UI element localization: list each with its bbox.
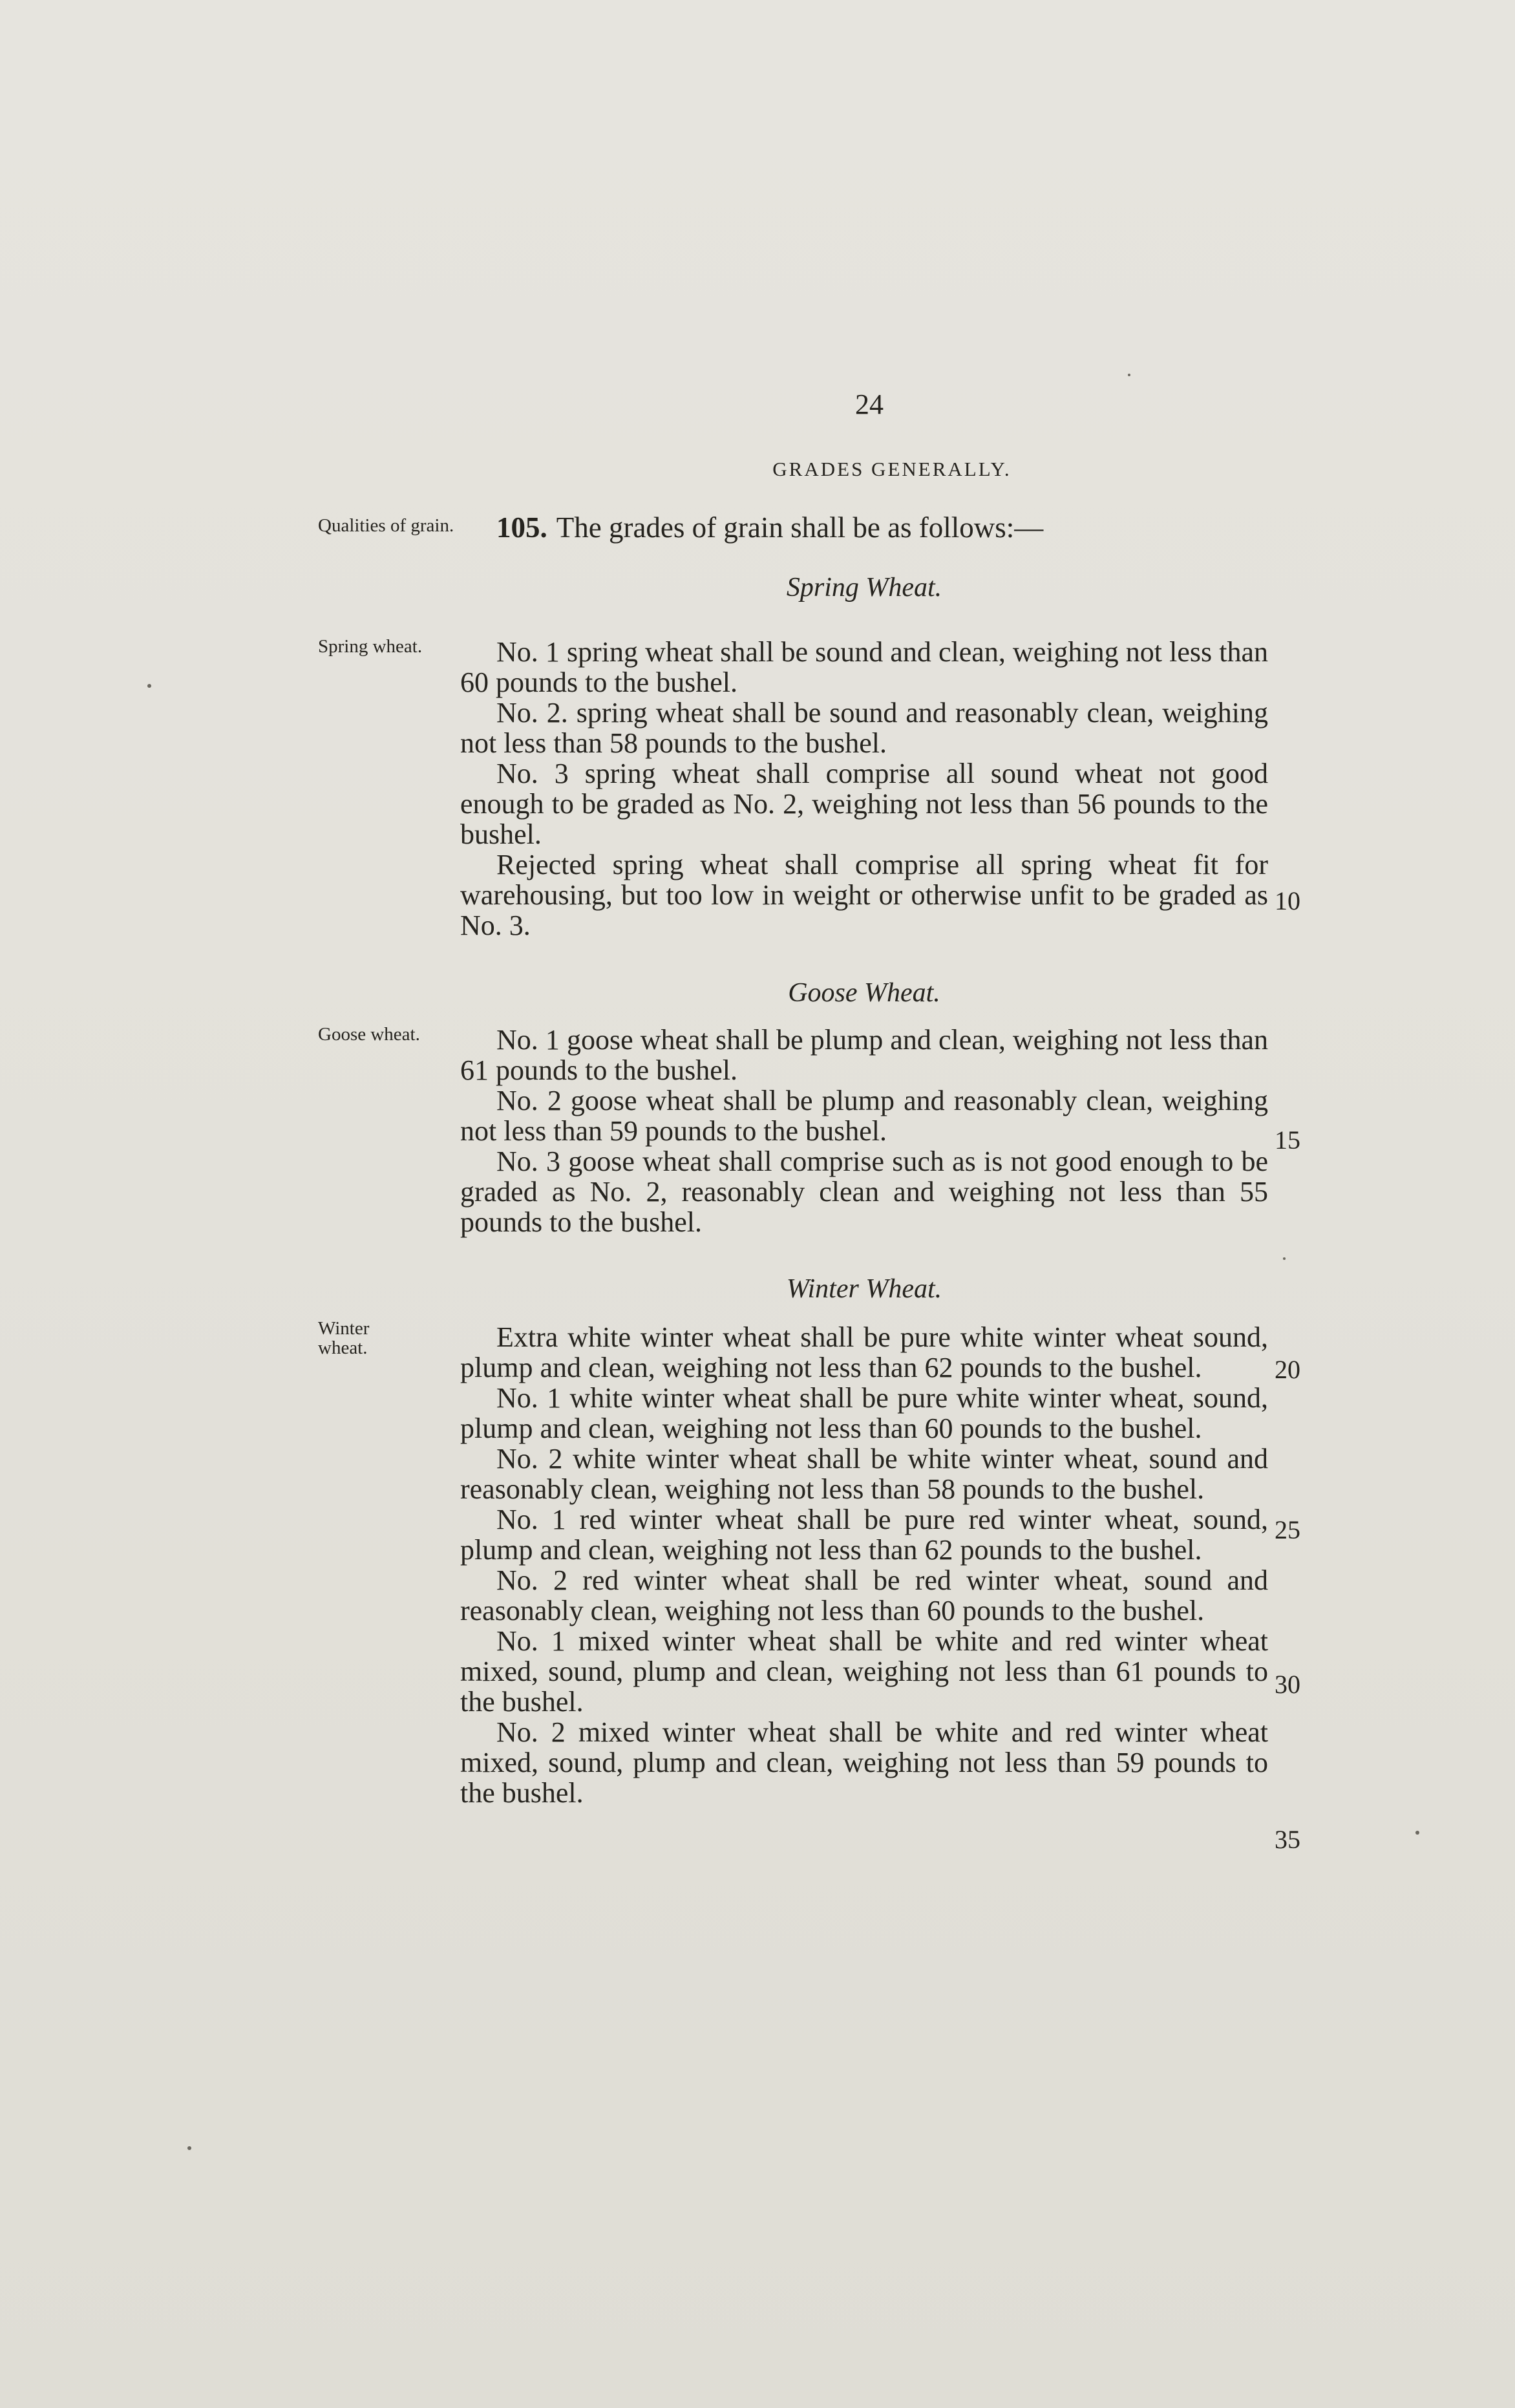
spring-wheat-paragraph: No. 2. spring wheat shall be sound and reasonably clean, weighing not less than 58 pounds to the bushel.: [460, 697, 1268, 759]
section-intro-text: The grades of grain shall be as follows:—: [556, 511, 1044, 544]
goose-wheat-heading: Goose Wheat.: [788, 978, 940, 1008]
section-number: 105.: [496, 511, 547, 544]
paper-speck: [1128, 374, 1130, 376]
spring-wheat-text: [460, 637, 1268, 941]
marginal-note-qualities: Qualities of grain.: [318, 515, 454, 536]
line-number: 30: [1275, 1670, 1300, 1699]
page-number: 24: [855, 389, 884, 420]
winter-wheat-paragraph: Extra white winter wheat shall be pure white winter wheat sound, plump and clean, weighing not less than 62 pounds to the bushel.: [460, 1321, 1268, 1383]
line-number: 10: [1275, 886, 1300, 915]
marginal-note-goose-wheat: Goose wheat.: [318, 1024, 420, 1045]
winter-wheat-text: [460, 1322, 1268, 1808]
spring-wheat-paragraph: No. 1 spring wheat shall be sound and clean, weighing not less than 60 pounds to the bushel.: [460, 636, 1268, 698]
line-number: 35: [1275, 1825, 1300, 1854]
winter-wheat-paragraph: No. 2 mixed winter wheat shall be white and red winter wheat mixed, sound, plump and clean, weighing not less than 59 pounds to the bushel.: [460, 1716, 1268, 1809]
winter-wheat-paragraph: No. 1 red winter wheat shall be pure red winter wheat, sound, plump and clean, weighing not less than 62 pounds to the bushel.: [460, 1504, 1268, 1566]
spring-wheat-heading: Spring Wheat.: [786, 573, 942, 602]
winter-wheat-paragraph: No. 1 mixed winter wheat shall be white and red winter wheat mixed, sound, plump and clean, weighing not less than 61 pounds to the bushel.: [460, 1625, 1268, 1718]
goose-wheat-paragraph: No. 3 goose wheat shall comprise such as is not good enough to be graded as No. 2, reasonably clean and weighing not less than 55 pounds to the bushel.: [460, 1145, 1268, 1238]
spring-wheat-paragraph: No. 3 spring wheat shall comprise all sound wheat not good enough to be graded as No. 2, weighing not less than 56 pounds to the bushel.: [460, 758, 1268, 850]
goose-wheat-paragraph: No. 2 goose wheat shall be plump and reasonably clean, weighing not less than 59 pounds to the bushel.: [460, 1085, 1268, 1147]
winter-wheat-paragraph: No. 1 white winter wheat shall be pure white winter wheat, sound, plump and clean, weighing not less than 60 pounds to the bushel.: [460, 1382, 1268, 1444]
paper-speck: [187, 2146, 191, 2150]
spring-wheat-paragraph: Rejected spring wheat shall comprise all spring wheat fit for warehousing, but too low in weight or otherwise unfit to be graded as No. 3.: [460, 849, 1268, 941]
paper-speck: [1283, 1257, 1286, 1260]
line-number: 25: [1275, 1515, 1300, 1544]
paper-speck: [1415, 1831, 1419, 1835]
winter-wheat-paragraph: No. 2 red winter wheat shall be red winter wheat, sound and reasonably clean, weighing not less than 60 pounds to the bushel.: [460, 1564, 1268, 1626]
marginal-note-spring-wheat: Spring wheat.: [318, 636, 423, 657]
winter-wheat-heading: Winter Wheat.: [786, 1274, 942, 1304]
section-intro: [460, 511, 1268, 544]
line-number: 20: [1275, 1355, 1300, 1384]
winter-wheat-paragraph: No. 2 white winter wheat shall be white winter wheat, sound and reasonably clean, weighing not less than 58 pounds to the bushel.: [460, 1443, 1268, 1505]
goose-wheat-text: [460, 1025, 1268, 1237]
paper-speck: [147, 684, 151, 688]
line-number: 15: [1275, 1125, 1300, 1155]
marginal-note-winter-wheat: Winter wheat.: [318, 1318, 370, 1358]
section-heading: GRADES GENERALLY.: [772, 458, 1012, 480]
goose-wheat-paragraph: No. 1 goose wheat shall be plump and clean, weighing not less than 61 pounds to the bushel.: [460, 1024, 1268, 1086]
